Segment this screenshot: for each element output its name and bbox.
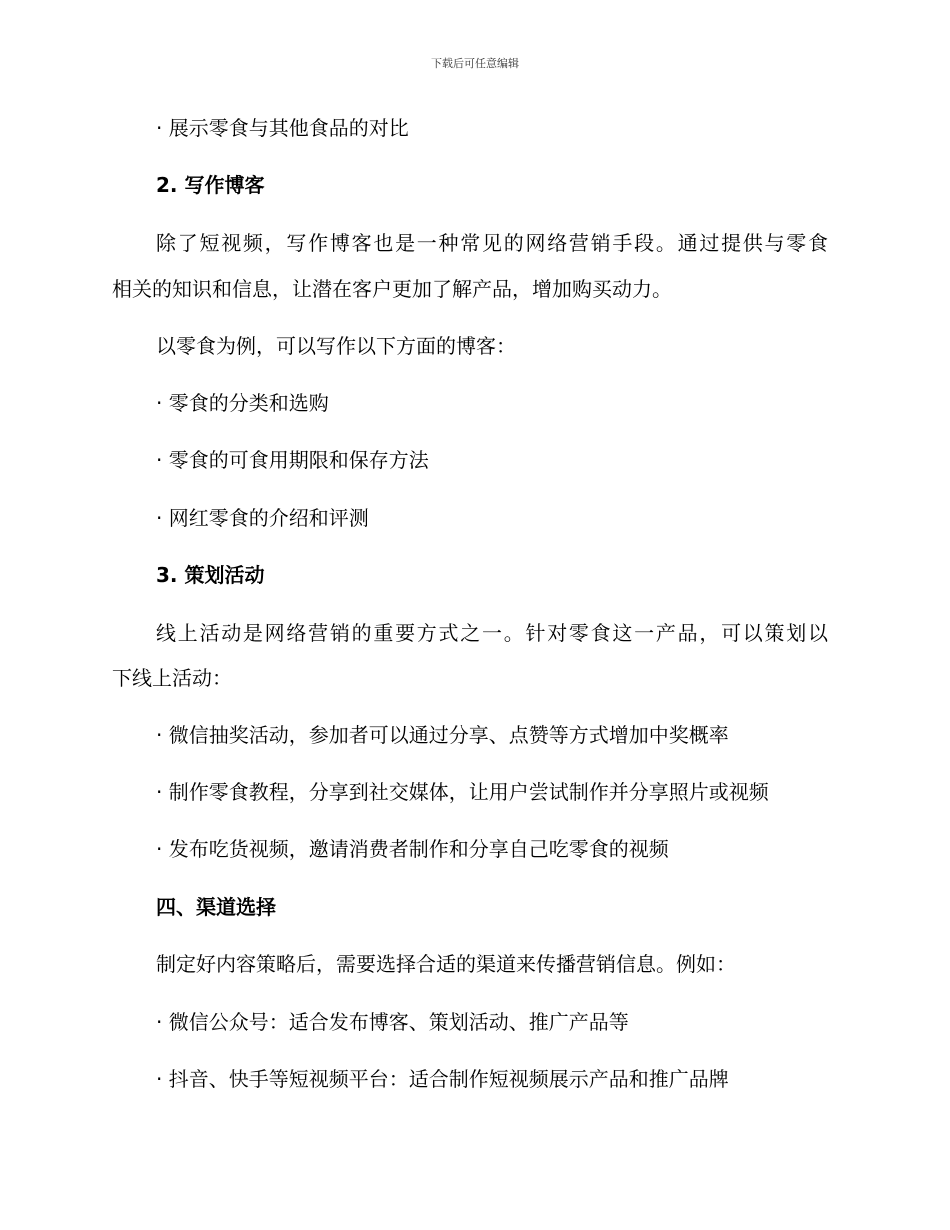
paragraph-blog-line2: 相关的知识和信息，让潜在客户更加了解产品，增加购买动力。 <box>112 277 672 301</box>
bullet-shelf-life: · 零食的可食用期限和保存方法 <box>156 448 429 472</box>
bullet-tutorial: · 制作零食教程，分享到社交媒体，让用户尝试制作并分享照片或视频 <box>156 780 769 804</box>
bullet-short-video: · 抖音、快手等短视频平台：适合制作短视频展示产品和推广品牌 <box>156 1067 729 1091</box>
header-note: 下载后可任意编辑 <box>431 57 519 70</box>
bullet-wechat-official: · 微信公众号：适合发布博客、策划活动、推广产品等 <box>156 1010 629 1034</box>
bullet-compare-foods: · 展示零食与其他食品的对比 <box>156 116 409 140</box>
paragraph-blog-line1: 除了短视频，写作博客也是一种常见的网络营销手段。通过提供与零食 <box>156 231 828 255</box>
paragraph-blog-example: 以零食为例，可以写作以下方面的博客： <box>156 334 516 358</box>
bullet-foodie-video: · 发布吃货视频，邀请消费者制作和分享自己吃零食的视频 <box>156 837 669 861</box>
paragraph-channel: 制定好内容策略后，需要选择合适的渠道来传播营销信息。例如： <box>156 952 736 976</box>
paragraph-activity-line1: 线上活动是网络营销的重要方式之一。针对零食这一产品，可以策划以 <box>156 621 828 645</box>
bullet-wechat-lottery: · 微信抽奖活动，参加者可以通过分享、点赞等方式增加中奖概率 <box>156 723 729 747</box>
bullet-classification: · 零食的分类和选购 <box>156 391 329 415</box>
heading-plan-activity: 3. 策划活动 <box>156 563 265 587</box>
bullet-review: · 网红零食的介绍和评测 <box>156 506 369 530</box>
paragraph-activity-line2: 下线上活动： <box>112 666 232 690</box>
heading-channel-selection: 四、渠道选择 <box>156 895 276 919</box>
heading-write-blog: 2. 写作博客 <box>156 173 265 197</box>
